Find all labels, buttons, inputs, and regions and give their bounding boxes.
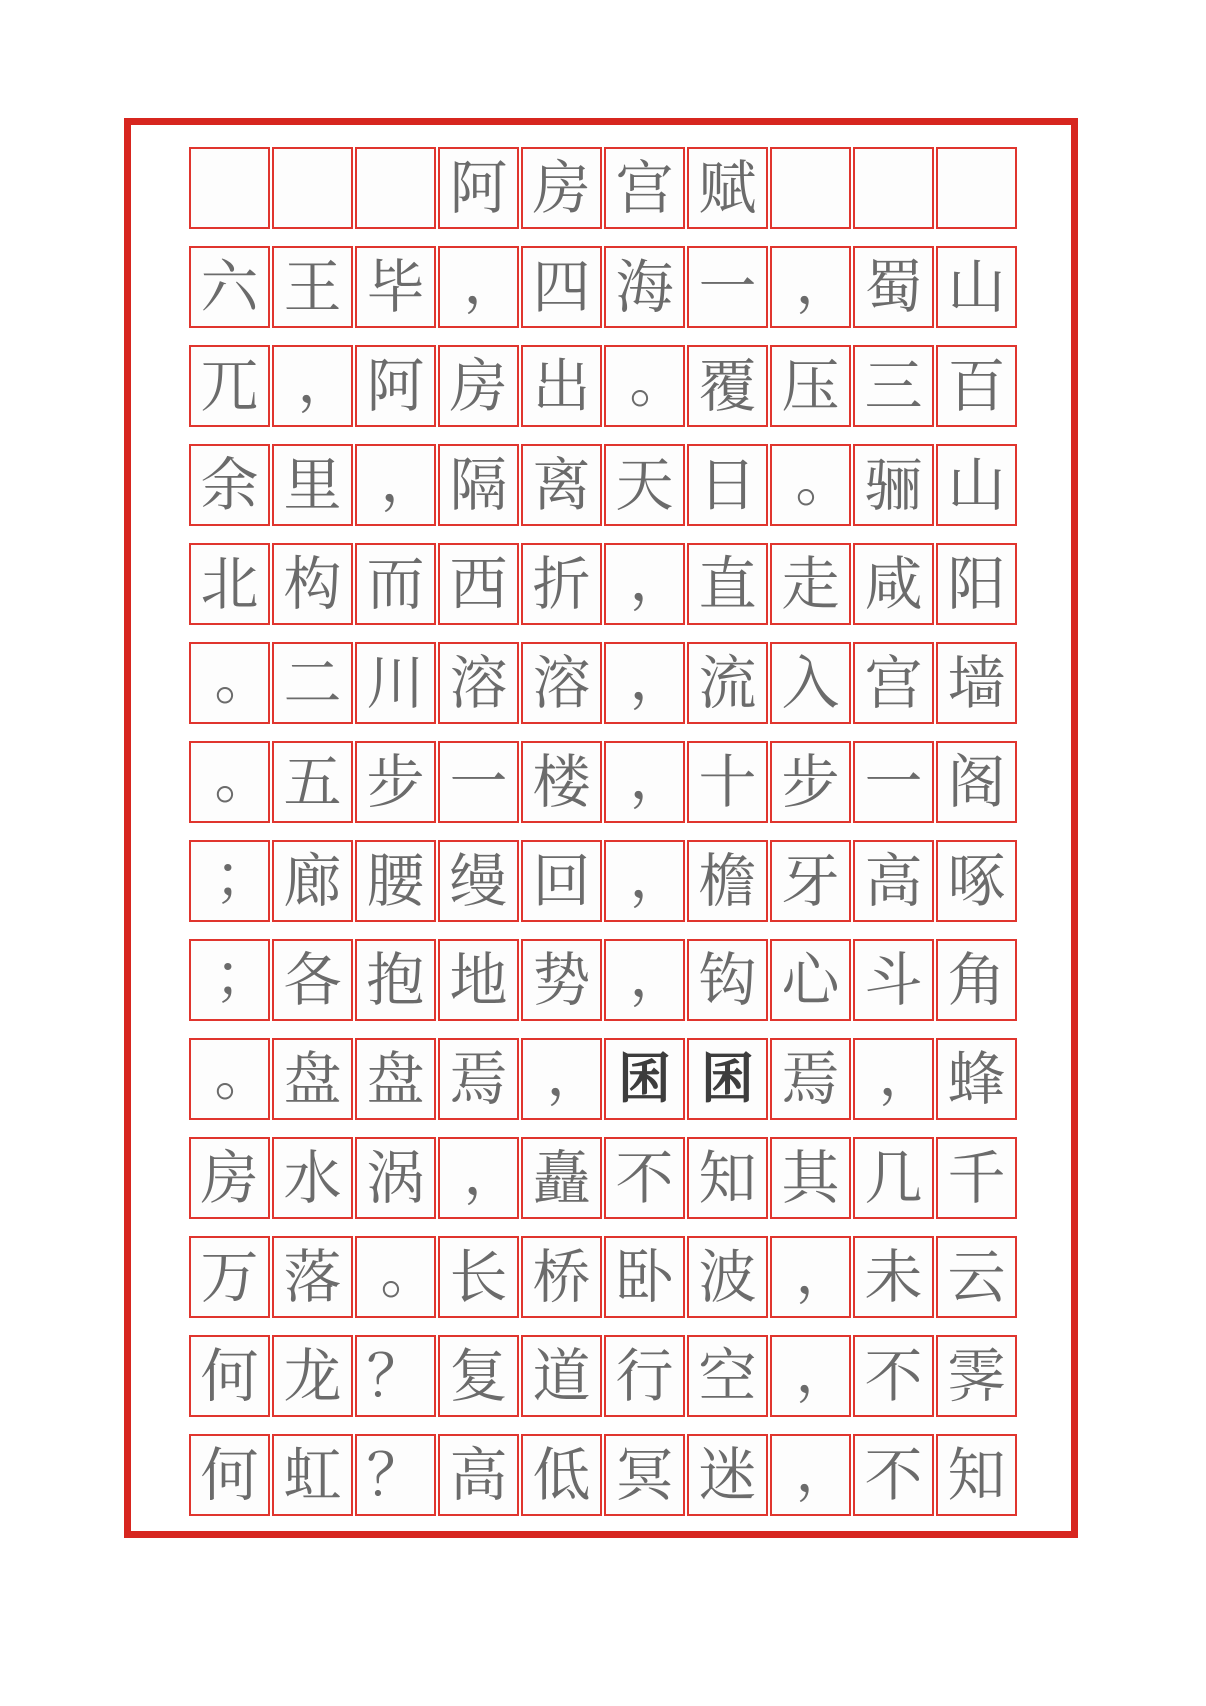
grid-cell (189, 840, 273, 922)
character-glyph: 咸 (864, 550, 923, 618)
character-glyph: 斗 (864, 946, 923, 1014)
character-glyph: 蜀 (864, 253, 923, 321)
grid-cell (521, 642, 602, 724)
grid-cell (604, 1137, 685, 1219)
character-glyph: 北 (200, 550, 259, 618)
grid-cell (604, 345, 688, 427)
grid-cell (438, 444, 519, 526)
character-glyph: 何 (200, 1441, 259, 1509)
punctuation-glyph: ， (629, 545, 688, 614)
character-glyph: 毕 (366, 253, 425, 321)
character-glyph: 啄 (947, 847, 1006, 915)
character-glyph: 焉 (781, 1045, 840, 1113)
punctuation-glyph: ？ (366, 1342, 425, 1410)
character-glyph: 盘 (366, 1045, 425, 1113)
punctuation-glyph: 。 (214, 743, 273, 812)
grid-cell (687, 741, 768, 823)
punctuation-glyph: ， (380, 446, 439, 515)
character-glyph: 三 (864, 352, 923, 420)
grid-cell (853, 1335, 934, 1417)
grid-cell (770, 147, 851, 229)
character-glyph: 不 (864, 1342, 923, 1410)
grid-cell (521, 246, 602, 328)
grid-row (189, 1038, 1017, 1120)
grid-cell (853, 741, 934, 823)
character-glyph: 檐 (698, 847, 757, 915)
character-glyph: 盘 (283, 1045, 342, 1113)
character-glyph: 囷 (617, 1047, 672, 1110)
grid-row (189, 1236, 1017, 1318)
grid-cell (936, 840, 1017, 922)
grid-cell (853, 1434, 934, 1516)
character-glyph: 兀 (200, 352, 259, 420)
punctuation-glyph: ， (629, 842, 688, 911)
grid-cell (936, 246, 1017, 328)
grid-row (189, 642, 1017, 724)
grid-cell (189, 939, 273, 1021)
character-glyph: 步 (366, 748, 425, 816)
character-glyph: 房 (200, 1144, 259, 1212)
punctuation-glyph: ， (629, 743, 688, 812)
punctuation-glyph: ， (878, 1040, 937, 1109)
grid-cell (687, 543, 768, 625)
punctuation-glyph: ， (463, 248, 522, 317)
grid-cell (521, 147, 602, 229)
grid-cell (770, 345, 851, 427)
grid-cell (438, 939, 519, 1021)
grid-cell (770, 840, 851, 922)
grid-cell (853, 939, 934, 1021)
grid-cell (604, 1038, 685, 1120)
character-glyph: 知 (698, 1144, 757, 1212)
character-glyph: 阁 (947, 748, 1006, 816)
grid-cell (355, 741, 436, 823)
character-glyph: 阳 (947, 550, 1006, 618)
punctuation-glyph: ； (214, 941, 273, 1010)
character-glyph: 溶 (449, 649, 508, 717)
grid-cell (521, 543, 602, 625)
grid-cell (272, 1137, 353, 1219)
grid-cell (604, 147, 685, 229)
grid-cell (936, 1038, 1017, 1120)
grid-cell (770, 642, 851, 724)
grid-cell (604, 840, 688, 922)
grid-row (189, 1434, 1017, 1516)
character-glyph: 廊 (283, 847, 342, 915)
punctuation-glyph: ？ (366, 1441, 425, 1509)
character-glyph: 直 (698, 550, 757, 618)
character-glyph: 天 (615, 451, 674, 519)
character-glyph: 冥 (615, 1441, 674, 1509)
character-glyph: 阿 (449, 154, 508, 222)
grid-cell (189, 345, 270, 427)
character-glyph: 入 (781, 649, 840, 717)
grid-cell (936, 147, 1017, 229)
punctuation-glyph: ， (629, 941, 688, 1010)
grid-row (189, 345, 1017, 427)
grid-cell (853, 1038, 937, 1120)
grid-cell (936, 1434, 1017, 1516)
character-glyph: 囷 (700, 1047, 755, 1110)
grid-row (189, 840, 1017, 922)
grid-cell (189, 1038, 273, 1120)
grid-cell (521, 939, 602, 1021)
grid-row (189, 246, 1017, 328)
character-glyph: 步 (781, 748, 840, 816)
character-glyph: 王 (283, 253, 342, 321)
character-glyph: 宫 (864, 649, 923, 717)
grid-row (189, 1335, 1017, 1417)
character-glyph: 回 (532, 847, 591, 915)
grid-cell (936, 1137, 1017, 1219)
character-glyph: 阿 (366, 352, 425, 420)
character-glyph: 腰 (366, 847, 425, 915)
character-glyph: 覆 (698, 352, 757, 420)
grid-cell (272, 840, 353, 922)
grid-cell (770, 1335, 854, 1417)
character-glyph: 一 (864, 748, 923, 816)
grid-cell (936, 642, 1017, 724)
grid-cell (189, 1236, 270, 1318)
character-glyph: 房 (449, 352, 508, 420)
character-glyph: 西 (449, 550, 508, 618)
character-glyph: 万 (200, 1243, 259, 1311)
grid-cell (189, 642, 273, 724)
grid-cell (521, 741, 602, 823)
grid-cell (355, 939, 436, 1021)
grid-cell (521, 1335, 602, 1417)
grid-cell (438, 1038, 519, 1120)
grid-cell (687, 1038, 768, 1120)
grid-cell (521, 1236, 602, 1318)
character-glyph: 二 (283, 649, 342, 717)
grid-cell (355, 840, 436, 922)
punctuation-glyph: 。 (380, 1238, 439, 1307)
grid-cell (604, 444, 685, 526)
grid-cell (521, 1137, 602, 1219)
grid-cell (189, 1434, 270, 1516)
character-glyph: 千 (947, 1144, 1006, 1212)
grid-cell (355, 1038, 436, 1120)
grid-cell (189, 246, 270, 328)
grid-cell (272, 246, 353, 328)
grid-row (189, 444, 1017, 526)
grid-cell (687, 444, 768, 526)
grid-cell (687, 147, 768, 229)
character-glyph: 钩 (698, 946, 757, 1014)
character-glyph: 一 (449, 748, 508, 816)
grid-cell (604, 1335, 685, 1417)
character-glyph: 高 (864, 847, 923, 915)
character-glyph: 空 (698, 1342, 757, 1410)
character-glyph: 落 (283, 1243, 342, 1311)
character-glyph: 压 (781, 352, 840, 420)
grid-cell (604, 1434, 685, 1516)
grid-cell (853, 1236, 934, 1318)
grid-cell (189, 741, 273, 823)
grid-cell (355, 543, 436, 625)
grid-cell (438, 345, 519, 427)
character-glyph: 山 (947, 451, 1006, 519)
grid-cell (687, 1434, 768, 1516)
grid-cell (687, 1335, 768, 1417)
grid-cell (272, 642, 353, 724)
grid-cell (438, 1434, 519, 1516)
character-glyph: 桥 (532, 1243, 591, 1311)
grid-cell (936, 939, 1017, 1021)
grid-cell (189, 543, 270, 625)
grid-cell (438, 543, 519, 625)
grid-cell (604, 543, 688, 625)
character-glyph: 角 (947, 946, 1006, 1014)
punctuation-glyph: ， (795, 248, 854, 317)
grid-cell (770, 1434, 854, 1516)
character-glyph: 低 (532, 1441, 591, 1509)
grid-cell (770, 741, 851, 823)
grid-cell (438, 1236, 519, 1318)
character-glyph: 几 (864, 1144, 923, 1212)
character-glyph: 抱 (366, 946, 425, 1014)
character-glyph: 缦 (449, 847, 508, 915)
grid-cell (853, 147, 934, 229)
character-glyph: 地 (449, 946, 508, 1014)
grid-cell (272, 543, 353, 625)
grid-cell (438, 1137, 522, 1219)
grid-cell (521, 1038, 605, 1120)
character-glyph: 长 (449, 1243, 508, 1311)
grid-cell (853, 543, 934, 625)
grid-row (189, 147, 1017, 229)
character-glyph: 楼 (532, 748, 591, 816)
grid-cell (438, 840, 519, 922)
character-glyph: 焉 (449, 1045, 508, 1113)
grid-cell (189, 1137, 270, 1219)
grid-row (189, 1137, 1017, 1219)
grid-cell (687, 1137, 768, 1219)
grid-cell (770, 543, 851, 625)
grid-cell (355, 444, 439, 526)
character-glyph: 势 (532, 946, 591, 1014)
character-glyph: 何 (200, 1342, 259, 1410)
character-glyph: 川 (366, 649, 425, 717)
grid-cell (272, 1335, 353, 1417)
grid-cell (936, 345, 1017, 427)
grid-cell (272, 741, 353, 823)
grid-cell (936, 741, 1017, 823)
punctuation-glyph: ， (297, 347, 356, 416)
grid-cell (604, 741, 688, 823)
character-glyph: 未 (864, 1243, 923, 1311)
character-glyph: 一 (698, 253, 757, 321)
character-glyph: 道 (532, 1342, 591, 1410)
grid-cell (272, 1038, 353, 1120)
character-glyph: 高 (449, 1441, 508, 1509)
character-glyph: 百 (947, 352, 1006, 420)
grid-cell (853, 246, 934, 328)
character-glyph: 水 (283, 1144, 342, 1212)
grid-cell (853, 1137, 934, 1219)
grid-cell (521, 840, 602, 922)
character-grid (189, 147, 1017, 1533)
character-glyph: 各 (283, 946, 342, 1014)
character-glyph: 余 (200, 451, 259, 519)
character-glyph: 龙 (283, 1342, 342, 1410)
character-glyph: 蜂 (947, 1045, 1006, 1113)
grid-cell (355, 1335, 436, 1417)
grid-cell (604, 1236, 685, 1318)
character-glyph: 出 (532, 352, 591, 420)
punctuation-glyph: 。 (214, 644, 273, 713)
grid-cell (189, 147, 270, 229)
character-glyph: 宫 (615, 154, 674, 222)
grid-cell (853, 345, 934, 427)
grid-cell (355, 1236, 439, 1318)
grid-cell (853, 840, 934, 922)
grid-cell (604, 246, 685, 328)
grid-cell (355, 345, 436, 427)
character-glyph: 五 (283, 748, 342, 816)
punctuation-glyph: 。 (795, 446, 854, 515)
grid-cell (770, 1137, 851, 1219)
grid-cell (853, 444, 934, 526)
grid-cell (438, 1335, 519, 1417)
character-glyph: 而 (366, 550, 425, 618)
character-glyph: 行 (615, 1342, 674, 1410)
character-glyph: 心 (781, 946, 840, 1014)
grid-cell (604, 642, 688, 724)
character-glyph: 牙 (781, 847, 840, 915)
grid-cell (936, 1236, 1017, 1318)
character-glyph: 里 (283, 451, 342, 519)
grid-cell (272, 939, 353, 1021)
grid-cell (189, 1335, 270, 1417)
character-glyph: 涡 (366, 1144, 425, 1212)
grid-cell (189, 444, 270, 526)
grid-cell (355, 1434, 436, 1516)
character-glyph: 房 (532, 154, 591, 222)
grid-cell (438, 246, 522, 328)
grid-cell (770, 444, 854, 526)
character-glyph: 云 (947, 1243, 1006, 1311)
character-glyph: 山 (947, 253, 1006, 321)
grid-cell (521, 1434, 602, 1516)
punctuation-glyph: 。 (214, 1040, 273, 1109)
punctuation-glyph: ， (795, 1436, 854, 1505)
grid-cell (687, 1236, 768, 1318)
punctuation-glyph: ， (463, 1139, 522, 1208)
grid-cell (272, 444, 353, 526)
character-glyph: 六 (200, 253, 259, 321)
grid-cell (770, 1038, 851, 1120)
grid-cell (687, 246, 768, 328)
grid-cell (272, 1434, 353, 1516)
character-glyph: 走 (781, 550, 840, 618)
grid-cell (687, 939, 768, 1021)
character-glyph: 复 (449, 1342, 508, 1410)
grid-cell (604, 939, 688, 1021)
character-glyph: 矗 (532, 1144, 591, 1212)
character-glyph: 卧 (615, 1243, 674, 1311)
punctuation-glyph: ， (795, 1238, 854, 1307)
grid-cell (936, 543, 1017, 625)
grid-row (189, 939, 1017, 1021)
grid-cell (521, 345, 602, 427)
grid-cell (272, 345, 356, 427)
grid-cell (521, 444, 602, 526)
grid-cell (438, 147, 519, 229)
character-glyph: 构 (283, 550, 342, 618)
grid-cell (438, 642, 519, 724)
character-glyph: 折 (532, 550, 591, 618)
grid-cell (853, 642, 934, 724)
grid-cell (770, 939, 851, 1021)
grid-cell (272, 147, 353, 229)
grid-cell (355, 642, 436, 724)
grid-row (189, 741, 1017, 823)
grid-cell (770, 1236, 854, 1318)
grid-cell (438, 741, 519, 823)
character-glyph: 日 (698, 451, 757, 519)
grid-cell (355, 246, 436, 328)
character-glyph: 迷 (698, 1441, 757, 1509)
character-glyph: 溶 (532, 649, 591, 717)
character-glyph: 波 (698, 1243, 757, 1311)
grid-cell (936, 444, 1017, 526)
character-glyph: 海 (615, 253, 674, 321)
punctuation-glyph: ， (795, 1337, 854, 1406)
grid-cell (272, 1236, 353, 1318)
grid-row (189, 543, 1017, 625)
punctuation-glyph: ； (214, 842, 273, 911)
character-glyph: 不 (615, 1144, 674, 1212)
punctuation-glyph: 。 (629, 347, 688, 416)
character-glyph: 骊 (864, 451, 923, 519)
character-glyph: 其 (781, 1144, 840, 1212)
punctuation-glyph: ， (546, 1040, 605, 1109)
character-glyph: 知 (947, 1441, 1006, 1509)
character-glyph: 隔 (449, 451, 508, 519)
grid-cell (936, 1335, 1017, 1417)
character-glyph: 墙 (947, 649, 1006, 717)
character-glyph: 虹 (283, 1441, 342, 1509)
punctuation-glyph: ， (629, 644, 688, 713)
character-glyph: 离 (532, 451, 591, 519)
character-glyph: 不 (864, 1441, 923, 1509)
grid-cell (770, 246, 854, 328)
character-glyph: 赋 (698, 154, 757, 222)
grid-cell (355, 1137, 436, 1219)
grid-cell (687, 642, 768, 724)
character-glyph: 十 (698, 748, 757, 816)
character-glyph: 流 (698, 649, 757, 717)
grid-cell (687, 345, 768, 427)
character-glyph: 霁 (947, 1342, 1006, 1410)
grid-cell (355, 147, 436, 229)
grid-cell (687, 840, 768, 922)
character-glyph: 四 (532, 253, 591, 321)
